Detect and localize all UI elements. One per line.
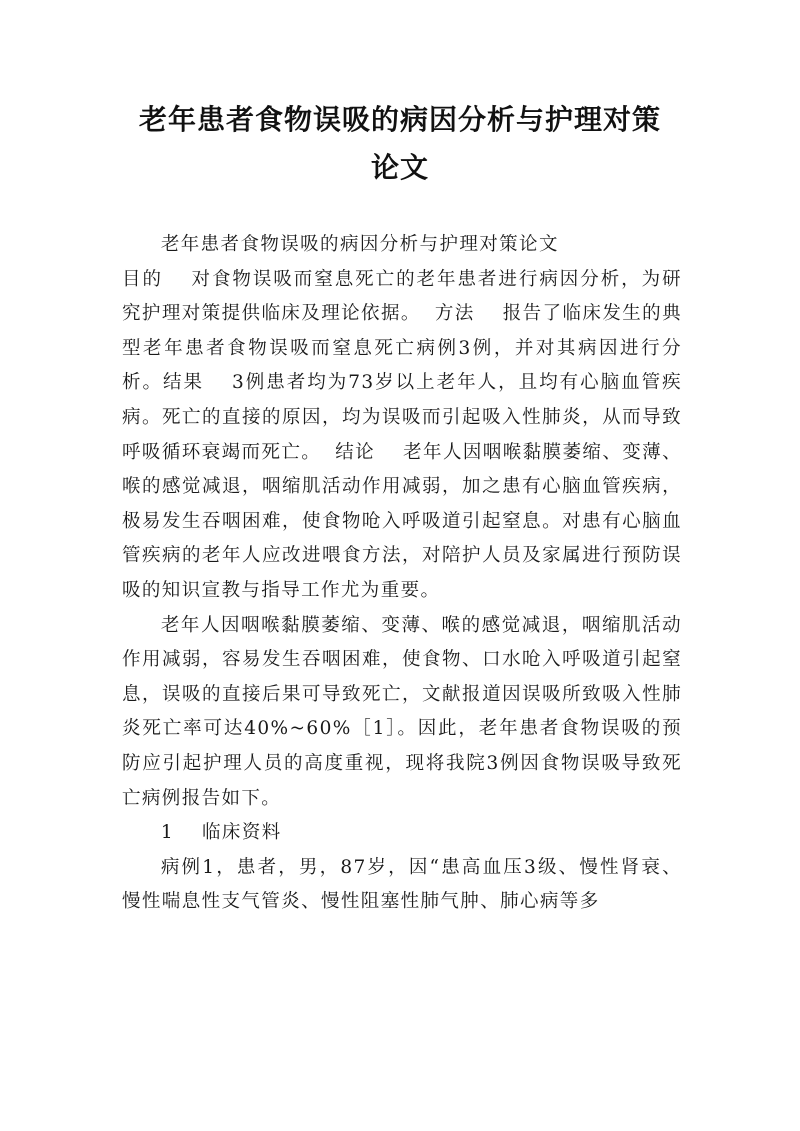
case-paragraph: 病例1，患者，男，87岁，因“患高血压3级、慢性肾衰、慢性喘息性支气管炎、慢性阻塞性肺气肿、肺心病等多 [122,856,682,913]
abstract-label-result: 结果 [163,372,204,394]
abstract-label-purpose: 目的 [122,268,163,290]
abstract-paragraph [122,263,682,609]
intro-paragraph: 老年人因咽喉黏膜萎缩、变薄、喉的感觉减退，咽缩肌活动作用减弱，容易发生吞咽困难，使食物、口水呛入呼吸道引起窒息，误吸的直接后果可导致死亡，文献报道因误吸所致吸入性肺炎死亡率可达40%~60%［1］。因此，老年患者食物误吸的预防应引起护理人员的高度重视，现将我院3例因食物误吸导致死亡病例报告如下。 [122,614,682,809]
abstract-conclusion-text: 老年人因咽喉黏膜萎缩、变薄、喉的感觉减退，咽缩肌活动作用减弱，加之患有心脑血管疾病，极易发生吞咽困难，使食物呛入呼吸道引起窒息。对患有心脑血管疾病的老年人应改进喂食方法，对陪护人员及家属进行预防误吸的知识宣教与指导工作尤为重要。 [122,441,682,601]
document-body [122,228,682,920]
section-heading [122,816,682,851]
abstract-purpose-text: 对食物误吸而窒息死亡的老年患者进行病因分析，为研究护理对策提供临床及理论依据。 [122,268,682,325]
abstract-result-text: 3例患者均为73岁以上老年人，且均有心脑血管疾病。死亡的直接的原因，均为误吸而引起吸入性肺炎，从而导致呼吸循环衰竭而死亡。 [122,372,682,463]
section-title: 临床资料 [202,822,282,844]
document-title [100,96,700,192]
abstract-label-conclusion: 结论 [335,441,376,463]
abstract-method-text: 报告了临床发生的典型老年患者食物误吸而窒息死亡病例3例，并对其病因进行分析。 [122,303,682,394]
title-line-2: 论文 [370,151,429,184]
section-number: 1 [160,822,175,844]
title-line-1: 老年患者食物误吸的病因分析与护理对策 [138,103,661,136]
abstract-label-method: 方法 [434,303,475,325]
paper-subtitle: 老年患者食物误吸的病因分析与护理对策论文 [160,234,559,255]
